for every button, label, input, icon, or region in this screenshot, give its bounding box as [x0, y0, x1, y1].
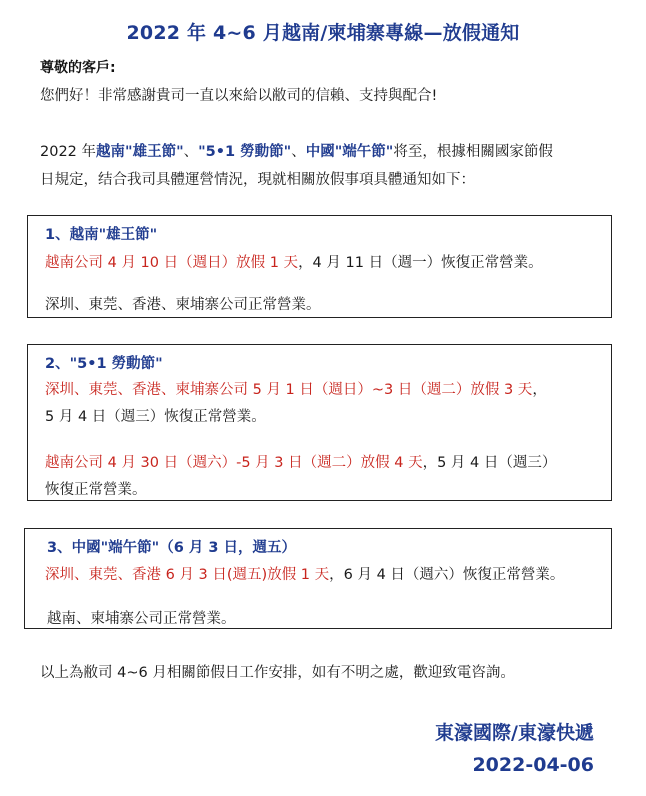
section-heading: 2、"5•1 勞動節": [45, 356, 163, 372]
holiday-period: 深圳、東莞、香港、柬埔寨公司 5 月 1 日（週日）~3 日（週二）放假 3 天: [45, 382, 533, 398]
resume-text: ，6 月 4 日（週六）恢復正常營業。: [329, 567, 565, 583]
paragraph-text: 、: [291, 144, 306, 160]
paragraph-text: 、: [183, 144, 199, 160]
holiday-highlight-hung-kings: 越南"雄王節": [96, 144, 184, 160]
section-note: 越南、柬埔寨公司正常營業。: [47, 611, 236, 627]
greeting: 尊敬的客戶:: [40, 60, 116, 76]
paragraph-text: 将至，根據相關國家節假: [393, 144, 553, 160]
closing-text: 以上為敝司 4~6 月相關節假日工作安排，如有不明之處，歡迎致電咨詢。: [40, 665, 515, 681]
section-schedule-line: [45, 451, 556, 472]
paragraph-line-1: [40, 140, 553, 161]
section-schedule-line: 恢復正常營業。: [45, 482, 147, 498]
section-box-labor-day: [27, 344, 612, 501]
intro-text: 您們好！非常感謝貴司一直以來給以敝司的信賴、支持與配合!: [40, 88, 438, 104]
section-box-dragon-boat: [24, 528, 612, 629]
signature-date: 2022-04-06: [472, 754, 594, 776]
resume-text: ，4 月 11 日（週一）恢復正常營業。: [298, 255, 543, 271]
holiday-highlight-dragon-boat: 中國"端午節": [305, 144, 394, 160]
section-heading: 1、越南"雄王節": [45, 227, 158, 243]
notice-title: 2022 年 4~6 月越南/柬埔寨專線—放假通知: [126, 22, 520, 44]
resume-text: ，: [532, 382, 547, 398]
holiday-period: 越南公司 4 月 30 日（週六）-5 月 3 日（週二）放假 4 天: [45, 455, 423, 471]
holiday-period: 越南公司 4 月 10 日（週日）放假 1 天: [45, 255, 299, 271]
section-schedule-line: 5 月 4 日（週三）恢復正常營業。: [45, 409, 266, 425]
section-note: 深圳、東莞、香港、柬埔寨公司正常營業。: [45, 297, 321, 313]
section-schedule-line: [45, 378, 547, 399]
signature-company: 東濠國際/東濠快遞: [435, 722, 594, 744]
section-schedule-line: [45, 563, 564, 584]
holiday-highlight-labor-day: "5•1 勞動節": [198, 144, 292, 160]
holiday-period: 深圳、東莞、香港 6 月 3 日(週五)放假 1 天: [45, 567, 330, 583]
paragraph-line-2: 日規定，结合我司具體運營情況，現就相關放假事項具體通知如下：: [40, 172, 475, 188]
section-heading: 3、中國"端午節"（6 月 3 日，週五）: [47, 540, 297, 556]
paragraph-text: 2022 年: [40, 144, 97, 160]
section-box-hung-kings: [27, 215, 612, 318]
resume-text: ，5 月 4 日（週三）: [422, 455, 557, 471]
section-schedule-line: [45, 251, 543, 272]
